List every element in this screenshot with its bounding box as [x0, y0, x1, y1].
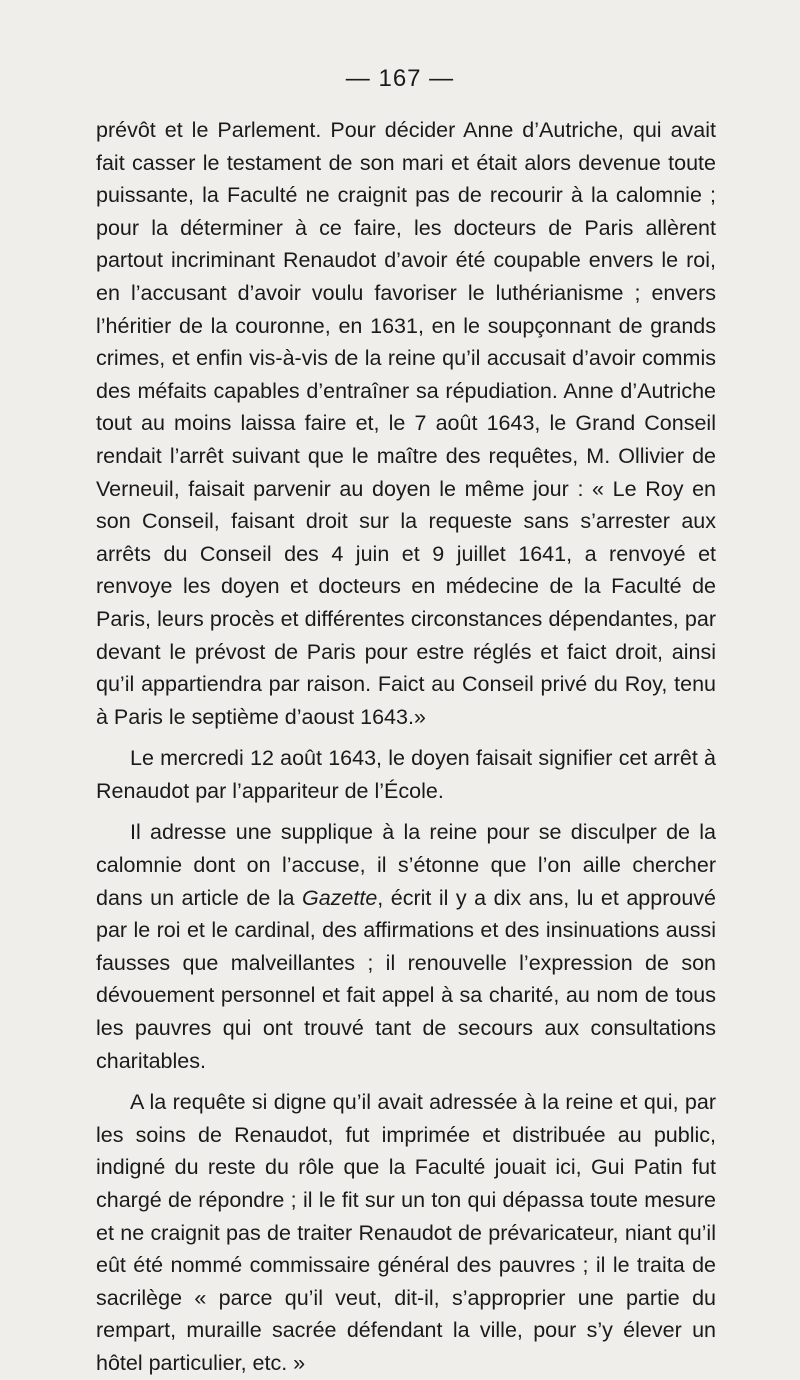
paragraph-3-text-start: Il adresse une supplique à la reine pour se disculper de la calomnie dont on l’accuse, il s’étonne que l’on aille chercher dans un article de la [96, 820, 716, 910]
paragraph-3-text-end: , écrit il y a dix ans, lu et approuvé par le roi et le cardinal, des affirmations et des insinuations aussi fausses que malveillantes ; il renouvelle l’expression de son dévouement personnel et fait appel à sa charité, au nom de tous les pauvres qui ont trouvé tant de secours aux consultations charitables. [96, 885, 716, 1073]
paragraph-1: prévôt et le Parlement. Pour décider Anne d’Autriche, qui avait fait casser le testament de son mari et était alors devenue toute puissante, la Faculté ne craignit pas de recourir à la calomnie ; pour la déterminer à ce faire, les docteurs de Paris allèrent partout incriminant Renaudot d’avoir été coupable envers le roi, en l’accusant d’avoir voulu favoriser le luthérianisme ; envers l’héritier de la couronne, en 1631, en le soupçonnant de grands crimes, et enfin vis-à-vis de la reine qu’il accusait d’avoir commis des méfaits capables d’entraîner sa répudiation. Anne d’Autriche tout au moins laissa faire et, le 7 août 1643, le Grand Conseil rendait l’arrêt suivant que le maître des requêtes, M. Ollivier de Verneuil, faisait parvenir au doyen le même jour : « Le Roy en son Conseil, faisant droit sur la requeste sans s’arrester aux arrêts du Conseil des 4 juin et 9 juillet 1641, a renvoyé et renvoye les doyen et docteurs en médecine de la Faculté de Paris, leurs procès et différentes circonstances dépendantes, par devant le prévost de Paris pour estre réglés et faict droit, ainsi qu’il appartiendra par raison. Faict au Conseil privé du Roy, tenu à Paris le septième d’aoust 1643.» [96, 118, 716, 729]
paragraph-2: Le mercredi 12 août 1643, le doyen faisait signifier cet arrêt à Renaudot par l’appariteur de l’École. [96, 746, 716, 803]
paragraph-3 [96, 816, 716, 1077]
body-text [96, 114, 716, 1380]
gazette-title: Gazette [302, 885, 378, 910]
paragraph-4: A la requête si digne qu’il avait adressée à la reine et qui, par les soins de Renaudot, fut imprimée et distribuée au public, indigné du reste du rôle que la Faculté jouait ici, Gui Patin fut chargé de répondre ; il le fit sur un ton qui dépassa toute mesure et ne craignit pas de traiter Renaudot de prévaricateur, niant qu’il eût été nommé commissaire général des pauvres ; il le traita de sacrilège « parce qu’il veut, dit-il, s’approprier une partie du rempart, muraille sacrée défendant la ville, pour s’y élever un hôtel particulier, etc. » [96, 1090, 716, 1375]
page-number: — 167 — [345, 65, 455, 92]
